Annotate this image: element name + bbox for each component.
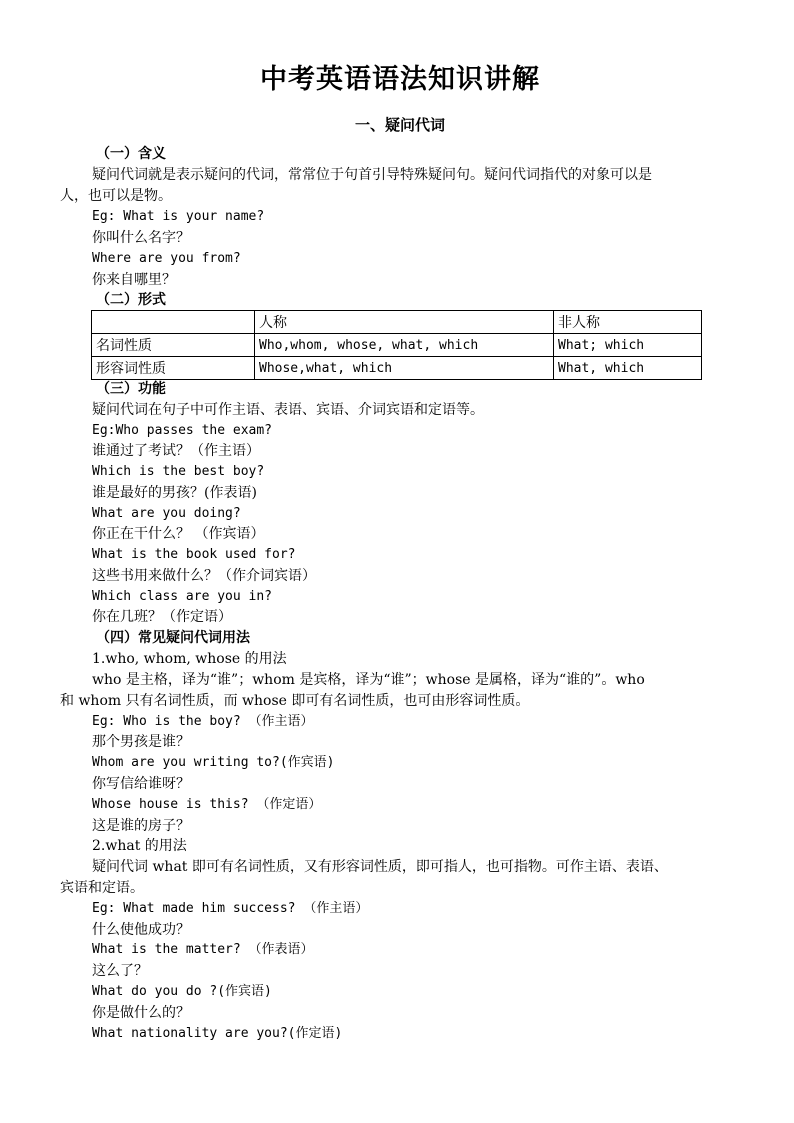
example-line: 你在几班？（作定语） [92,609,232,625]
section-title: 一、疑问代词 [354,116,445,134]
paragraph-line: 人，也可以是物。 [60,188,172,204]
table-cell: Who,whom, whose, what, which [255,334,554,357]
example-line: 你写信给谁呀？ [92,776,190,792]
table-cell: What, which [554,357,702,380]
example-line: What is the matter? （作表语） [92,942,314,957]
example-line: Whose house is this? （作定语） [92,797,322,812]
page-title: 中考英语语法知识讲解 [260,64,540,95]
example-line: Eg: What made him success? （作主语） [92,901,369,916]
heading-usage: （四）常见疑问代词用法 [96,630,250,646]
paragraph-line: 宾语和定语。 [60,880,144,896]
table-cell: 人称 [255,311,554,334]
paragraph-line: 和 whom 只有名词性质，而 whose 即可有名词性质，也可由形容词性质。 [60,693,530,709]
example-line: 谁是最好的男孩？(作表语) [92,485,257,501]
paragraph-line: 疑问代词就是表示疑问的代词，常常位于句首引导特殊疑问句。疑问代词指代的对象可以是 [92,167,652,183]
example-line: 你是做什么的？ [92,1005,190,1021]
example-line: Which is the best boy? [92,464,265,479]
example-line: 这些书用来做什么？（作介词宾语） [92,568,316,584]
table-cell: 非人称 [554,311,702,334]
table-header-row [92,311,702,334]
example-line: 谁通过了考试？（作主语） [92,443,260,459]
example-line: 这是谁的房子？ [92,818,190,834]
table-cell [92,311,255,334]
table-cell: Whose,what, which [255,357,554,380]
example-line: Eg:Who passes the exam? [92,423,273,438]
table-cell: What; which [554,334,702,357]
paragraph-line: 疑问代词在句子中可作主语、表语、宾语、介词宾语和定语等。 [92,402,484,418]
table-cell: 形容词性质 [92,357,255,380]
example-line: Which class are you in? [92,589,273,604]
table-row [92,334,702,357]
example-line: 你正在干什么？ （作宾语） [92,526,265,542]
subheading: 1.who, whom, whose 的用法 [92,651,287,667]
example-line: What are you doing? [92,506,241,521]
table-row [92,357,702,380]
subheading: 2.what 的用法 [92,838,187,854]
heading-form: （二）形式 [96,292,166,308]
paragraph-line: who 是主格，译为“谁”；whom 是宾格，译为“谁”；whose 是属格，译为“谁的”。who [92,672,645,688]
example-line: What do you do ?(作宾语) [92,984,272,999]
example-line: Where are you from? [92,251,241,266]
example-line: Eg: What is your name? [92,209,265,224]
pronoun-form-table [91,310,702,380]
example-line: Eg: Who is the boy? （作主语） [92,714,314,729]
example-line: What is the book used for? [92,547,296,562]
example-line: 什么使他成功？ [92,922,190,938]
example-line: 你叫什么名字？ [92,230,190,246]
example-line: 那个男孩是谁？ [92,734,190,750]
example-line: Whom are you writing to?(作宾语) [92,755,335,770]
example-line: 你来自哪里？ [92,272,176,288]
example-line: What nationality are you?(作定语) [92,1026,343,1041]
table-cell: 名词性质 [92,334,255,357]
example-line: 这么了？ [92,963,148,979]
paragraph-line: 疑问代词 what 即可有名词性质，又有形容词性质，即可指人，也可指物。可作主语、表语、 [92,859,668,875]
heading-function: （三）功能 [96,381,166,397]
heading-meaning: （一）含义 [96,146,166,162]
